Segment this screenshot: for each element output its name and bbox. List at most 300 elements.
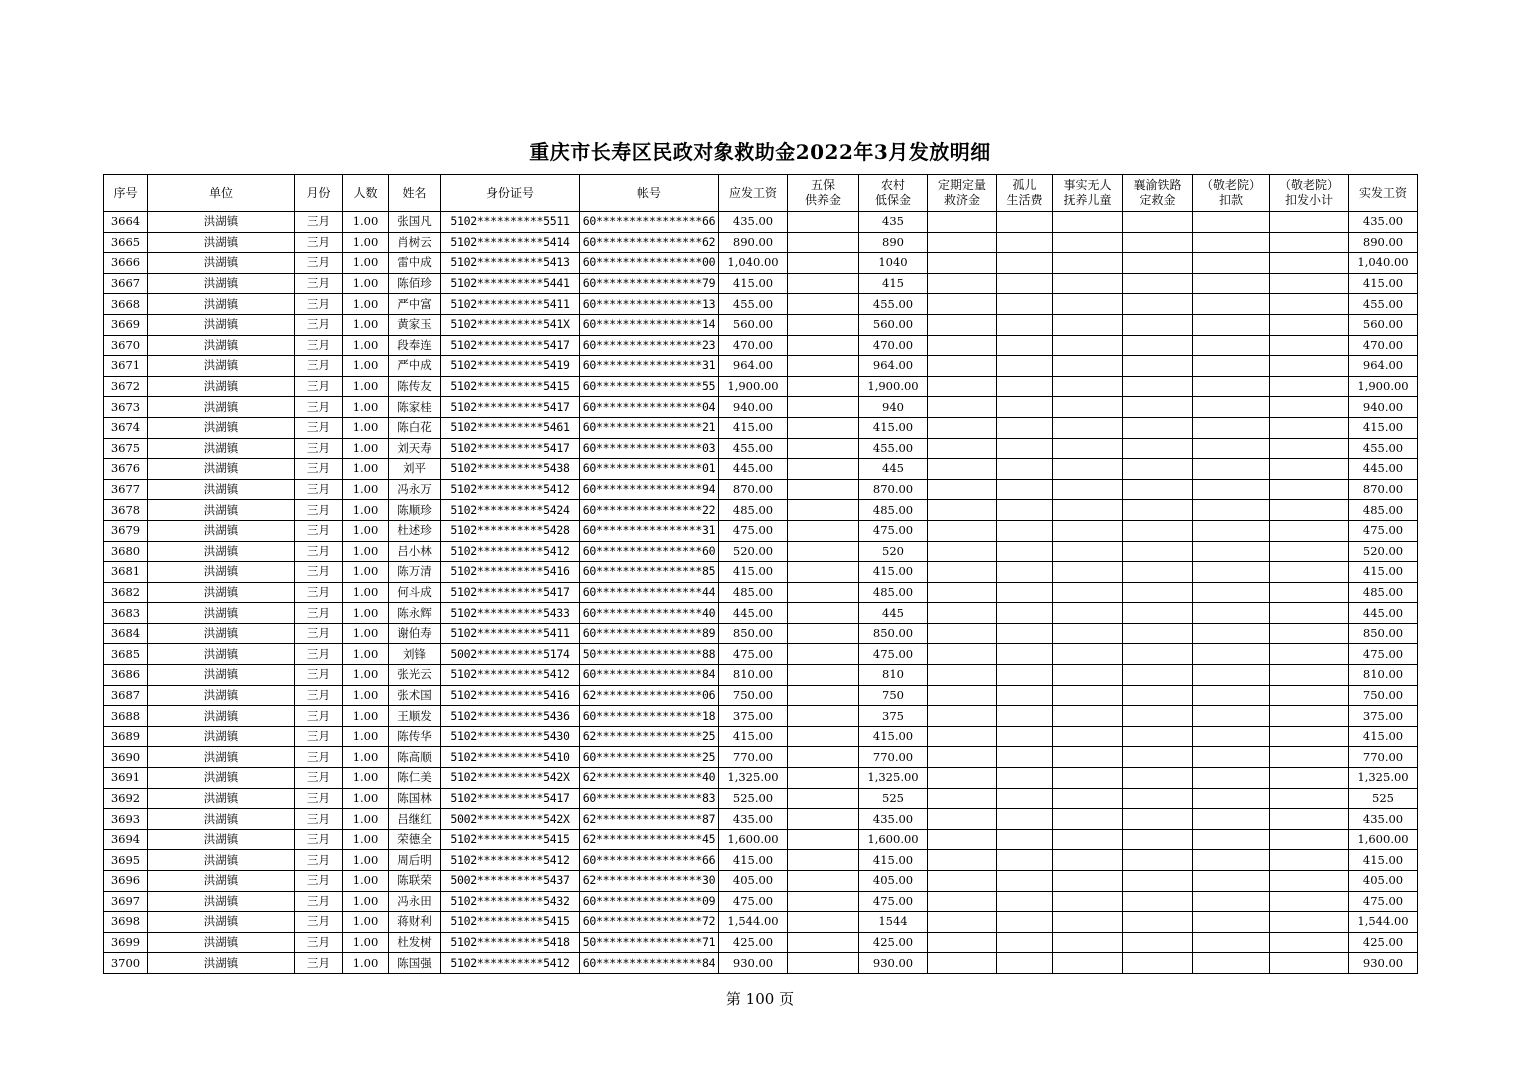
cell-net-pay: 375.00 [1349, 706, 1418, 727]
cell-de-facto-orphan [1053, 479, 1123, 500]
cell-count: 1.00 [343, 397, 389, 418]
cell-nursing-deduction [1193, 438, 1270, 459]
cell-railway-relief [1123, 541, 1193, 562]
cell-orphan-living [997, 850, 1053, 871]
header-label: 孤儿 [1012, 178, 1037, 192]
cell-five-guarantee [788, 603, 859, 624]
cell-net-pay: 1,325.00 [1349, 768, 1418, 789]
cell-orphan-living [997, 706, 1053, 727]
cell-count: 1.00 [343, 273, 389, 294]
cell-account: 60****************72 [580, 912, 719, 933]
table-row [104, 541, 1418, 562]
cell-net-pay: 870.00 [1349, 479, 1418, 500]
cell-railway-relief [1123, 459, 1193, 480]
cell-payable: 475.00 [719, 520, 788, 541]
cell-five-guarantee [788, 953, 859, 974]
cell-regular-relief [928, 438, 997, 459]
cell-nursing-deduction [1193, 829, 1270, 850]
cell-five-guarantee [788, 706, 859, 727]
cell-id-number: 5002**********5437 [441, 871, 580, 892]
cell-rural-min-living: 750 [859, 685, 928, 706]
header-month [295, 175, 343, 212]
cell-payable: 1,900.00 [719, 376, 788, 397]
cell-orphan-living [997, 562, 1053, 583]
cell-name: 冯永万 [389, 479, 441, 500]
cell-count: 1.00 [343, 459, 389, 480]
cell-id-number: 5102**********5410 [441, 747, 580, 768]
cell-net-pay: 930.00 [1349, 953, 1418, 974]
cell-unit: 洪湖镇 [148, 623, 295, 644]
cell-count: 1.00 [343, 665, 389, 686]
cell-rural-min-living: 455.00 [859, 294, 928, 315]
cell-nursing-subtotal [1270, 417, 1349, 438]
cell-net-pay: 770.00 [1349, 747, 1418, 768]
cell-id-number: 5102**********5461 [441, 417, 580, 438]
cell-unit: 洪湖镇 [148, 212, 295, 233]
cell-count: 1.00 [343, 603, 389, 624]
cell-account: 60****************62 [580, 232, 719, 253]
cell-nursing-subtotal [1270, 747, 1349, 768]
cell-rural-min-living: 1,325.00 [859, 768, 928, 789]
cell-orphan-living [997, 479, 1053, 500]
cell-regular-relief [928, 871, 997, 892]
cell-de-facto-orphan [1053, 603, 1123, 624]
cell-name: 周后明 [389, 850, 441, 871]
header-label: 农村 [880, 178, 905, 192]
cell-five-guarantee [788, 335, 859, 356]
header-label: 人数 [353, 185, 378, 200]
cell-month: 三月 [295, 768, 343, 789]
cell-orphan-living [997, 809, 1053, 830]
cell-payable: 1,600.00 [719, 829, 788, 850]
cell-orphan-living [997, 726, 1053, 747]
cell-count: 1.00 [343, 294, 389, 315]
cell-unit: 洪湖镇 [148, 788, 295, 809]
cell-account: 60****************94 [580, 479, 719, 500]
cell-nursing-deduction [1193, 891, 1270, 912]
cell-nursing-subtotal [1270, 376, 1349, 397]
cell-payable: 1,544.00 [719, 912, 788, 933]
header-nursing-deduction [1193, 175, 1270, 212]
table-row [104, 603, 1418, 624]
cell-regular-relief [928, 335, 997, 356]
cell-de-facto-orphan [1053, 953, 1123, 974]
cell-de-facto-orphan [1053, 253, 1123, 274]
cell-five-guarantee [788, 665, 859, 686]
cell-seq: 3665 [104, 232, 148, 253]
cell-orphan-living [997, 397, 1053, 418]
cell-regular-relief [928, 623, 997, 644]
cell-month: 三月 [295, 891, 343, 912]
cell-seq: 3686 [104, 665, 148, 686]
cell-rural-min-living: 870.00 [859, 479, 928, 500]
cell-unit: 洪湖镇 [148, 294, 295, 315]
cell-nursing-deduction [1193, 582, 1270, 603]
cell-de-facto-orphan [1053, 623, 1123, 644]
header-de-facto-orphan [1053, 175, 1123, 212]
cell-nursing-subtotal [1270, 623, 1349, 644]
table-row [104, 788, 1418, 809]
cell-name: 张术国 [389, 685, 441, 706]
cell-unit: 洪湖镇 [148, 500, 295, 521]
cell-railway-relief [1123, 706, 1193, 727]
table-row [104, 850, 1418, 871]
cell-net-pay: 964.00 [1349, 356, 1418, 377]
header-nursing-subtotal [1270, 175, 1349, 212]
table-row [104, 747, 1418, 768]
cell-de-facto-orphan [1053, 871, 1123, 892]
cell-orphan-living [997, 788, 1053, 809]
cell-de-facto-orphan [1053, 314, 1123, 335]
cell-count: 1.00 [343, 850, 389, 871]
header-label: 定救金 [1139, 193, 1176, 207]
cell-count: 1.00 [343, 747, 389, 768]
cell-railway-relief [1123, 726, 1193, 747]
cell-nursing-subtotal [1270, 273, 1349, 294]
cell-payable: 890.00 [719, 232, 788, 253]
cell-name: 陈高顺 [389, 747, 441, 768]
cell-payable: 485.00 [719, 500, 788, 521]
table-row [104, 768, 1418, 789]
cell-account: 62****************06 [580, 685, 719, 706]
cell-month: 三月 [295, 232, 343, 253]
cell-payable: 425.00 [719, 932, 788, 953]
cell-payable: 415.00 [719, 726, 788, 747]
cell-seq: 3687 [104, 685, 148, 706]
cell-net-pay: 445.00 [1349, 459, 1418, 480]
cell-nursing-subtotal [1270, 685, 1349, 706]
cell-net-pay: 560.00 [1349, 314, 1418, 335]
cell-id-number: 5102**********5415 [441, 376, 580, 397]
cell-railway-relief [1123, 850, 1193, 871]
cell-nursing-deduction [1193, 871, 1270, 892]
cell-railway-relief [1123, 644, 1193, 665]
cell-orphan-living [997, 685, 1053, 706]
cell-nursing-deduction [1193, 562, 1270, 583]
table-row [104, 376, 1418, 397]
cell-count: 1.00 [343, 479, 389, 500]
cell-rural-min-living: 470.00 [859, 335, 928, 356]
cell-id-number: 5102**********5436 [441, 706, 580, 727]
cell-de-facto-orphan [1053, 335, 1123, 356]
cell-account: 60****************14 [580, 314, 719, 335]
cell-five-guarantee [788, 294, 859, 315]
cell-orphan-living [997, 232, 1053, 253]
cell-name: 陈国强 [389, 953, 441, 974]
cell-net-pay: 415.00 [1349, 726, 1418, 747]
cell-orphan-living [997, 665, 1053, 686]
cell-nursing-subtotal [1270, 829, 1349, 850]
cell-five-guarantee [788, 623, 859, 644]
cell-account: 60****************66 [580, 850, 719, 871]
cell-unit: 洪湖镇 [148, 912, 295, 933]
header-label: 应发工资 [728, 185, 777, 200]
cell-count: 1.00 [343, 376, 389, 397]
cell-month: 三月 [295, 294, 343, 315]
cell-seq: 3678 [104, 500, 148, 521]
cell-de-facto-orphan [1053, 541, 1123, 562]
header-label: 帐号 [636, 185, 661, 200]
cell-payable: 525.00 [719, 788, 788, 809]
cell-month: 三月 [295, 850, 343, 871]
cell-de-facto-orphan [1053, 397, 1123, 418]
cell-rural-min-living: 890 [859, 232, 928, 253]
header-label: 扣款 [1218, 193, 1243, 207]
cell-unit: 洪湖镇 [148, 479, 295, 500]
table-row [104, 665, 1418, 686]
table-row [104, 335, 1418, 356]
cell-month: 三月 [295, 520, 343, 541]
header-payable [719, 175, 788, 212]
cell-count: 1.00 [343, 788, 389, 809]
header-label: 姓名 [402, 185, 427, 200]
cell-seq: 3689 [104, 726, 148, 747]
cell-nursing-subtotal [1270, 809, 1349, 830]
cell-orphan-living [997, 747, 1053, 768]
cell-nursing-subtotal [1270, 953, 1349, 974]
cell-id-number: 5002**********5174 [441, 644, 580, 665]
cell-orphan-living [997, 438, 1053, 459]
cell-seq: 3674 [104, 417, 148, 438]
cell-orphan-living [997, 335, 1053, 356]
cell-name: 段奉连 [389, 335, 441, 356]
cell-nursing-deduction [1193, 932, 1270, 953]
cell-nursing-deduction [1193, 417, 1270, 438]
header-label: 定期定量 [937, 178, 986, 192]
cell-five-guarantee [788, 747, 859, 768]
cell-nursing-subtotal [1270, 335, 1349, 356]
cell-unit: 洪湖镇 [148, 562, 295, 583]
cell-nursing-deduction [1193, 376, 1270, 397]
cell-orphan-living [997, 541, 1053, 562]
cell-net-pay: 890.00 [1349, 232, 1418, 253]
cell-unit: 洪湖镇 [148, 726, 295, 747]
header-regular-relief [928, 175, 997, 212]
cell-seq: 3694 [104, 829, 148, 850]
cell-payable: 850.00 [719, 623, 788, 644]
header-rural-min-living [859, 175, 928, 212]
cell-month: 三月 [295, 562, 343, 583]
cell-count: 1.00 [343, 685, 389, 706]
header-label: 襄渝铁路 [1133, 178, 1182, 192]
cell-railway-relief [1123, 500, 1193, 521]
cell-seq: 3668 [104, 294, 148, 315]
cell-railway-relief [1123, 891, 1193, 912]
cell-railway-relief [1123, 871, 1193, 892]
cell-regular-relief [928, 603, 997, 624]
cell-payable: 475.00 [719, 644, 788, 665]
cell-payable: 940.00 [719, 397, 788, 418]
cell-five-guarantee [788, 397, 859, 418]
cell-nursing-subtotal [1270, 459, 1349, 480]
table-row [104, 644, 1418, 665]
cell-seq: 3684 [104, 623, 148, 644]
cell-count: 1.00 [343, 438, 389, 459]
cell-net-pay: 475.00 [1349, 520, 1418, 541]
cell-seq: 3676 [104, 459, 148, 480]
cell-railway-relief [1123, 376, 1193, 397]
cell-net-pay: 415.00 [1349, 417, 1418, 438]
cell-unit: 洪湖镇 [148, 768, 295, 789]
cell-count: 1.00 [343, 912, 389, 933]
cell-seq: 3681 [104, 562, 148, 583]
cell-orphan-living [997, 768, 1053, 789]
cell-account: 50****************71 [580, 932, 719, 953]
cell-month: 三月 [295, 356, 343, 377]
cell-count: 1.00 [343, 520, 389, 541]
table-row [104, 953, 1418, 974]
cell-count: 1.00 [343, 335, 389, 356]
header-label: 供养金 [804, 193, 841, 207]
cell-account: 60****************85 [580, 562, 719, 583]
cell-regular-relief [928, 356, 997, 377]
cell-de-facto-orphan [1053, 891, 1123, 912]
cell-nursing-subtotal [1270, 520, 1349, 541]
header-count [343, 175, 389, 212]
cell-rural-min-living: 435 [859, 212, 928, 233]
cell-account: 60****************22 [580, 500, 719, 521]
header-id-number [441, 175, 580, 212]
cell-regular-relief [928, 294, 997, 315]
cell-unit: 洪湖镇 [148, 314, 295, 335]
cell-month: 三月 [295, 335, 343, 356]
cell-id-number: 5102**********5424 [441, 500, 580, 521]
cell-nursing-deduction [1193, 623, 1270, 644]
cell-nursing-subtotal [1270, 294, 1349, 315]
cell-five-guarantee [788, 232, 859, 253]
cell-orphan-living [997, 314, 1053, 335]
header-label: 抚养儿童 [1063, 193, 1112, 207]
cell-railway-relief [1123, 417, 1193, 438]
cell-orphan-living [997, 582, 1053, 603]
cell-rural-min-living: 415 [859, 273, 928, 294]
cell-regular-relief [928, 665, 997, 686]
cell-railway-relief [1123, 520, 1193, 541]
cell-de-facto-orphan [1053, 273, 1123, 294]
cell-de-facto-orphan [1053, 459, 1123, 480]
cell-nursing-subtotal [1270, 500, 1349, 521]
cell-rural-min-living: 375 [859, 706, 928, 727]
cell-orphan-living [997, 253, 1053, 274]
table-row [104, 314, 1418, 335]
cell-orphan-living [997, 871, 1053, 892]
cell-name: 陈家桂 [389, 397, 441, 418]
cell-orphan-living [997, 912, 1053, 933]
cell-nursing-subtotal [1270, 541, 1349, 562]
cell-name: 陈国林 [389, 788, 441, 809]
cell-name: 黄家玉 [389, 314, 441, 335]
cell-payable: 1,325.00 [719, 768, 788, 789]
cell-month: 三月 [295, 953, 343, 974]
cell-five-guarantee [788, 459, 859, 480]
cell-unit: 洪湖镇 [148, 335, 295, 356]
cell-nursing-deduction [1193, 459, 1270, 480]
cell-name: 吕继红 [389, 809, 441, 830]
cell-net-pay: 425.00 [1349, 932, 1418, 953]
cell-id-number: 5102**********5417 [441, 582, 580, 603]
cell-seq: 3671 [104, 356, 148, 377]
cell-name: 雷中成 [389, 253, 441, 274]
cell-name: 杜述珍 [389, 520, 441, 541]
cell-payable: 455.00 [719, 294, 788, 315]
cell-rural-min-living: 475.00 [859, 644, 928, 665]
cell-de-facto-orphan [1053, 932, 1123, 953]
cell-month: 三月 [295, 541, 343, 562]
cell-nursing-deduction [1193, 212, 1270, 233]
cell-id-number: 5102**********5413 [441, 253, 580, 274]
cell-railway-relief [1123, 623, 1193, 644]
cell-name: 严中成 [389, 356, 441, 377]
cell-net-pay: 475.00 [1349, 891, 1418, 912]
cell-name: 陈顺珍 [389, 500, 441, 521]
cell-nursing-subtotal [1270, 912, 1349, 933]
cell-account: 60****************40 [580, 603, 719, 624]
cell-unit: 洪湖镇 [148, 582, 295, 603]
cell-unit: 洪湖镇 [148, 706, 295, 727]
header-label: 救济金 [943, 193, 980, 207]
cell-payable: 455.00 [719, 438, 788, 459]
cell-nursing-deduction [1193, 253, 1270, 274]
cell-month: 三月 [295, 273, 343, 294]
cell-nursing-deduction [1193, 747, 1270, 768]
cell-rural-min-living: 405.00 [859, 871, 928, 892]
cell-nursing-deduction [1193, 850, 1270, 871]
cell-de-facto-orphan [1053, 747, 1123, 768]
cell-payable: 405.00 [719, 871, 788, 892]
cell-net-pay: 415.00 [1349, 850, 1418, 871]
cell-railway-relief [1123, 768, 1193, 789]
cell-five-guarantee [788, 520, 859, 541]
header-label: 实发工资 [1358, 185, 1407, 200]
cell-month: 三月 [295, 438, 343, 459]
cell-nursing-deduction [1193, 953, 1270, 974]
cell-month: 三月 [295, 747, 343, 768]
cell-id-number: 5102**********5412 [441, 541, 580, 562]
cell-seq: 3699 [104, 932, 148, 953]
cell-rural-min-living: 425.00 [859, 932, 928, 953]
table-row [104, 685, 1418, 706]
cell-nursing-deduction [1193, 665, 1270, 686]
table-body [104, 212, 1418, 974]
cell-railway-relief [1123, 582, 1193, 603]
cell-railway-relief [1123, 953, 1193, 974]
cell-net-pay: 415.00 [1349, 562, 1418, 583]
cell-regular-relief [928, 912, 997, 933]
cell-id-number: 5102**********5414 [441, 232, 580, 253]
page-number: 第 100 页 [725, 990, 795, 1008]
cell-regular-relief [928, 726, 997, 747]
cell-nursing-deduction [1193, 500, 1270, 521]
cell-nursing-deduction [1193, 479, 1270, 500]
cell-railway-relief [1123, 397, 1193, 418]
cell-five-guarantee [788, 314, 859, 335]
header-label: 五保 [810, 178, 835, 192]
cell-id-number: 5102**********5412 [441, 850, 580, 871]
cell-seq: 3679 [104, 520, 148, 541]
cell-railway-relief [1123, 747, 1193, 768]
cell-orphan-living [997, 356, 1053, 377]
table-row [104, 829, 1418, 850]
cell-nursing-deduction [1193, 335, 1270, 356]
cell-five-guarantee [788, 829, 859, 850]
cell-account: 60****************44 [580, 582, 719, 603]
cell-net-pay: 435.00 [1349, 809, 1418, 830]
cell-nursing-deduction [1193, 809, 1270, 830]
cell-de-facto-orphan [1053, 582, 1123, 603]
cell-nursing-subtotal [1270, 788, 1349, 809]
cell-regular-relief [928, 417, 997, 438]
cell-account: 62****************40 [580, 768, 719, 789]
